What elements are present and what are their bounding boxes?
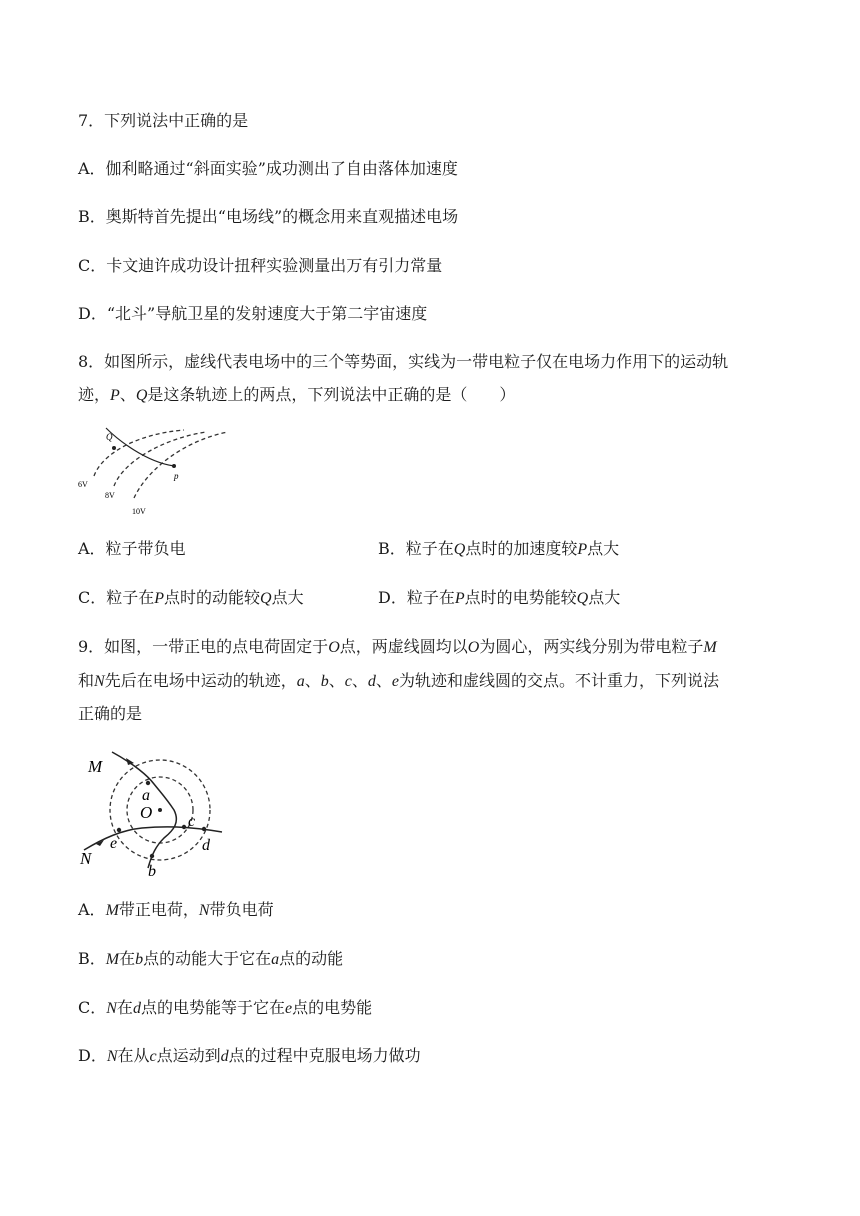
q8-label-q: Q [106,432,113,442]
q7-stem: 7．下列说法中正确的是 [78,111,249,130]
q9-label-n: N [80,849,92,868]
q9-label-o: O [140,803,153,822]
q9-stem-line1: 9．如图，一带正电的点电荷固定于O点，两虚线圆均以O为圆心，两实线分别为带电粒子M [78,637,717,656]
q9-stem-line2: 和N先后在电场中运动的轨迹，a、b、c、d、e为轨迹和虚线圆的交点。不计重力，下列说法 [78,671,719,690]
q9-stem-line3: 正确的是 [78,704,143,723]
q7-option-d: D．“北斗”导航卫星的发射速度大于第二宇宙速度 [78,304,428,323]
q9-label-d: d [202,837,210,854]
q9-label-e: e [110,835,118,852]
q8-label-p: p [174,471,179,481]
q8-label-10v: 10V [132,507,146,516]
q9-label-m: M [88,757,103,776]
q7-option-c: C．卡文迪许成功设计扭秤实验测量出万有引力常量 [78,256,443,275]
q7-option-b: B．奥斯特首先提出“电场线”的概念用来直观描述电场 [78,207,459,226]
q8-option-a: A．粒子带负电 [78,539,186,558]
q9-option-a: A．M带正电荷，N带负电荷 [78,900,274,919]
q9-option-c: C．N在d点的电势能等于它在e点的电势能 [78,998,373,1017]
q9-option-d: D．N在从c点运动到d点的过程中克服电场力做功 [78,1046,421,1065]
q9-label-a: a [142,787,150,804]
q8-stem-line1: 8．如图所示，虚线代表电场中的三个等势面，实线为一带电粒子仅在电场力作用下的运动轨 [78,352,729,371]
q9-label-b: b [148,863,156,880]
q8-option-d: D．粒子在P点时的电势能较Q点大 [378,588,621,607]
q8-label-8v: 8V [105,491,115,500]
q8-equipotential-figure [76,424,236,520]
q8-stem-line2: 迹，P、Q是这条轨迹上的两点，下列说法中正确的是（ ） [78,385,516,404]
q8-option-c: C．粒子在P点时的动能较Q点大 [78,588,304,607]
q9-option-b: B．M在b点的动能大于它在a点的动能 [78,949,344,968]
q8-option-b: B．粒子在Q点时的加速度较P点大 [378,539,620,558]
q9-label-c: c [188,813,196,830]
q9-trajectory-figure [78,746,226,880]
q7-option-a: A．伽利略通过“斜面实验”成功测出了自由落体加速度 [78,159,458,178]
q8-label-6v: 6V [78,480,88,489]
